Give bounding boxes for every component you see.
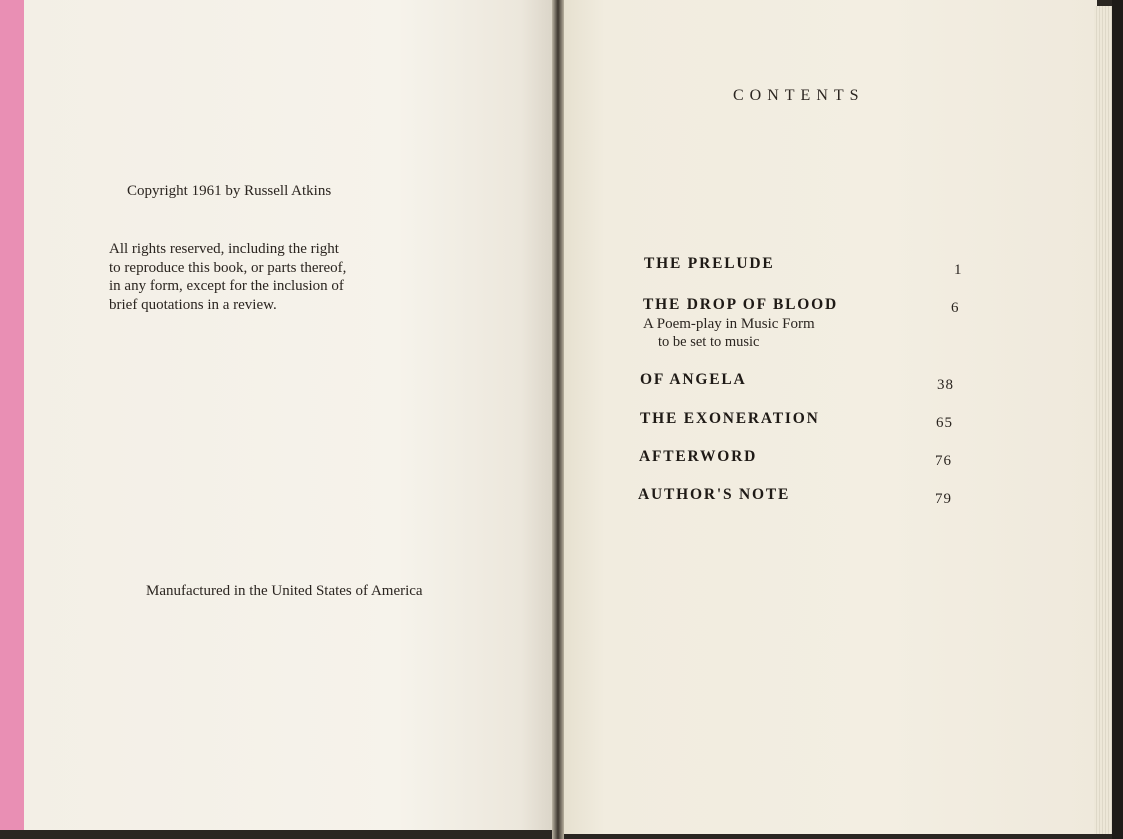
contents-heading: CONTENTS [733,87,865,104]
toc-entry-title: OF ANGELA [640,371,747,388]
background-edge [1112,0,1123,839]
rights-line: to reproduce this book, or parts thereof, [109,259,347,276]
toc-entry-title: THE EXONERATION [640,410,820,427]
toc-entry-page: 6 [951,300,960,316]
toc-entry-page: 65 [936,415,953,431]
page-edges [1094,6,1114,834]
toc-entry-subtitle: A Poem-play in Music Form [643,316,815,332]
toc-entry-title: THE DROP OF BLOOD [643,296,838,313]
toc-entry-subtitle: to be set to music [658,334,760,350]
toc-entry-title: THE PRELUDE [644,255,775,272]
rights-line: All rights reserved, including the right [109,241,339,257]
copyright-notice: Copyright 1961 by Russell Atkins [127,183,332,199]
book-gutter [552,0,564,839]
toc-entry-title: AFTERWORD [639,448,758,465]
toc-entry-page: 76 [935,453,952,469]
rights-line: brief quotations in a review. [109,297,277,314]
toc-entry-title: AUTHOR'S NOTE [638,486,791,503]
rights-line: in any form, except for the inclusion of [109,278,344,295]
toc-entry-page: 79 [935,491,952,507]
rights-statement [109,240,429,315]
toc-entry-page: 1 [954,262,963,278]
copyright-page [24,0,558,830]
manufactured-notice: Manufactured in the United States of America [146,583,423,599]
toc-entry-page: 38 [937,377,954,393]
